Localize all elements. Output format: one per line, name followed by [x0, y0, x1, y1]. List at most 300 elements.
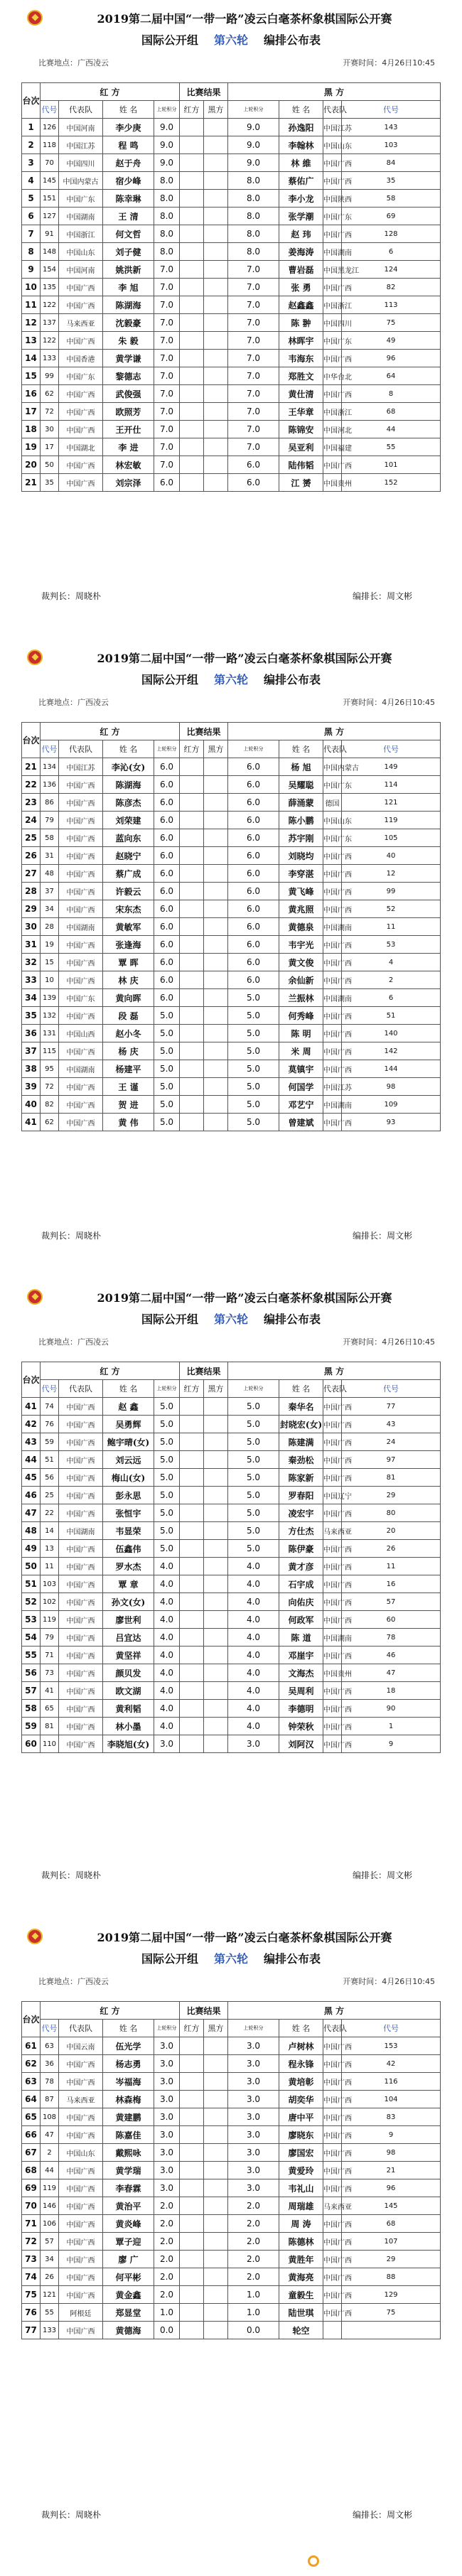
- table-row: [22, 2322, 441, 2339]
- black-name: 石宇成: [279, 1575, 323, 1593]
- table-row: [22, 438, 441, 456]
- red-result: [180, 367, 204, 385]
- black-code-header: 代号: [342, 740, 441, 758]
- table-row: [22, 332, 441, 350]
- red-prev-points: 7.0: [154, 456, 180, 474]
- table-row: [22, 883, 441, 900]
- black-code: 152: [342, 474, 441, 492]
- black-prev-points: 5.0: [228, 1451, 279, 1469]
- red-name: 姚洪新: [103, 261, 154, 279]
- black-prev-points: 6.0: [228, 936, 279, 954]
- red-team: 中国广西: [59, 1700, 103, 1718]
- red-team: 中国广西: [59, 1416, 103, 1433]
- black-name: 廖晓东: [279, 2126, 323, 2144]
- red-code: 55: [41, 2304, 59, 2322]
- black-result: [204, 190, 228, 208]
- black-prev-points: 7.0: [228, 403, 279, 421]
- red-side-header: 红 方: [41, 2002, 180, 2020]
- red-result: [180, 1540, 204, 1558]
- red-prev-points: 5.0: [154, 1487, 180, 1504]
- black-result: [204, 474, 228, 492]
- black-name: 林 維: [279, 154, 323, 172]
- black-name: 文海杰: [279, 1664, 323, 1682]
- black-prev-points: 3.0: [228, 2091, 279, 2108]
- black-name: 曾建斌: [279, 1114, 323, 1131]
- sheet-meta: [21, 1976, 441, 1990]
- red-name: 覃 晖: [103, 954, 154, 971]
- black-name: 秦劲松: [279, 1451, 323, 1469]
- seat-number: 52: [22, 1593, 41, 1611]
- black-team: 中国广西: [323, 1593, 342, 1611]
- red-code: 74: [41, 1398, 59, 1416]
- black-name: 轮空: [279, 2322, 323, 2339]
- red-team: 中国广西: [59, 1718, 103, 1735]
- black-code: 43: [342, 1416, 441, 1433]
- red-result: [180, 421, 204, 438]
- red-prev-points: 5.0: [154, 1025, 180, 1042]
- red-name: 李沁(女): [103, 758, 154, 776]
- black-team: 中国贵州: [323, 1664, 342, 1682]
- black-team: 中国广东: [323, 332, 342, 350]
- red-prev-points: 7.0: [154, 314, 180, 332]
- black-team: 中国广西: [323, 2144, 342, 2162]
- red-result: [180, 1416, 204, 1433]
- seat-number: 68: [22, 2162, 41, 2179]
- table-row: [22, 154, 441, 172]
- red-code: 106: [41, 2215, 59, 2233]
- event-title: 2019第二届中国“一带一路”凌云白毫茶杯象棋国际公开赛: [97, 652, 392, 665]
- table-row: [22, 2304, 441, 2322]
- black-result: [204, 2037, 228, 2055]
- red-team: 中国广东: [59, 989, 103, 1007]
- black-prev-points: 5.0: [228, 1469, 279, 1487]
- black-prev-points: 7.0: [228, 438, 279, 456]
- black-result: [204, 243, 228, 261]
- chief-arranger: 编排长：周文彬: [352, 591, 412, 601]
- event-title: 2019第二届中国“一带一路”凌云白毫茶杯象棋国际公开赛: [97, 12, 392, 26]
- round-label: 第六轮: [213, 673, 248, 686]
- black-prev-points: 2.0: [228, 2268, 279, 2286]
- black-prev-points: 7.0: [228, 332, 279, 350]
- red-result: [180, 279, 204, 296]
- seat-number: 42: [22, 1416, 41, 1433]
- red-score-header: 红方: [180, 1380, 204, 1398]
- table-row: [22, 1096, 441, 1114]
- black-result: [204, 865, 228, 883]
- table-row: [22, 829, 441, 847]
- black-code: 35: [342, 172, 441, 190]
- black-name: 黄飞峰: [279, 883, 323, 900]
- red-prev-points: 5.0: [154, 1078, 180, 1096]
- table-row: [22, 1504, 441, 1522]
- black-prev-header: 上轮积分: [228, 101, 279, 119]
- red-name: 刘云远: [103, 1451, 154, 1469]
- black-prev-points: 5.0: [228, 1522, 279, 1540]
- black-prev-points: 6.0: [228, 829, 279, 847]
- table-row: [22, 918, 441, 936]
- red-result: [180, 296, 204, 314]
- black-team: 中国山东: [323, 812, 342, 829]
- pairing-sheet: [7, 0, 455, 618]
- black-team: 中国广西: [323, 1042, 342, 1060]
- black-name: 周瑞雄: [279, 2197, 323, 2215]
- table-row: [22, 2197, 441, 2215]
- red-team: 中国广西: [59, 2322, 103, 2339]
- chief-referee: 裁判长：周晓朴: [41, 1231, 102, 1241]
- black-result: [204, 954, 228, 971]
- black-result: [204, 794, 228, 812]
- black-team: 中国广西: [323, 2126, 342, 2144]
- red-team: 中国广西: [59, 865, 103, 883]
- black-name: 陈小鹏: [279, 812, 323, 829]
- red-name: 李春霖: [103, 2179, 154, 2197]
- chief-referee: 裁判长：周晓朴: [41, 591, 102, 601]
- seat-number: 30: [22, 918, 41, 936]
- table-row: [22, 314, 441, 332]
- black-team: 中国广西: [323, 1558, 342, 1575]
- black-prev-points: 3.0: [228, 2108, 279, 2126]
- black-name: 孙逸阳: [279, 119, 323, 136]
- table-row: [22, 1433, 441, 1451]
- black-prev-points: 5.0: [228, 1007, 279, 1025]
- red-prev-points: 9.0: [154, 119, 180, 136]
- red-code: 99: [41, 367, 59, 385]
- red-name: 李 旭: [103, 279, 154, 296]
- black-prev-header: 上轮积分: [228, 740, 279, 758]
- black-code: 121: [342, 794, 441, 812]
- black-name: 黄德泉: [279, 918, 323, 936]
- red-team: 中国广西: [59, 1593, 103, 1611]
- black-team: 中国广西: [323, 2091, 342, 2108]
- black-result: [204, 758, 228, 776]
- red-result: [180, 794, 204, 812]
- black-prev-points: 7.0: [228, 367, 279, 385]
- sheet-meta: [21, 57, 441, 71]
- red-name: 彭永思: [103, 1487, 154, 1504]
- red-team: 中国河南: [59, 261, 103, 279]
- black-code: 113: [342, 296, 441, 314]
- black-team: 中国广西: [323, 1469, 342, 1487]
- black-result: [204, 1416, 228, 1433]
- seat-number: 21: [22, 474, 41, 492]
- red-name-header: 姓 名: [103, 2020, 154, 2037]
- table-row: [22, 2073, 441, 2091]
- sheet-footer: [21, 2501, 441, 2530]
- red-result: [180, 989, 204, 1007]
- red-prev-points: 9.0: [154, 154, 180, 172]
- black-team: 中国广西: [323, 1060, 342, 1078]
- black-team: 中国广西: [323, 2073, 342, 2091]
- black-code: 78: [342, 1629, 441, 1647]
- black-code: 96: [342, 2179, 441, 2197]
- red-name: 王 清: [103, 208, 154, 225]
- red-code: 50: [41, 456, 59, 474]
- red-team: 中国广西: [59, 2108, 103, 2126]
- black-code: 99: [342, 883, 441, 900]
- red-prev-points: 2.0: [154, 2233, 180, 2251]
- red-code: 48: [41, 865, 59, 883]
- red-code: 79: [41, 812, 59, 829]
- black-prev-points: 6.0: [228, 474, 279, 492]
- black-result: [204, 1718, 228, 1735]
- red-result: [180, 1469, 204, 1487]
- red-result: [180, 865, 204, 883]
- black-code: 53: [342, 936, 441, 954]
- seat-number: 14: [22, 350, 41, 367]
- black-name: 郑胜文: [279, 367, 323, 385]
- black-name: 黄才彦: [279, 1558, 323, 1575]
- black-prev-points: 4.0: [228, 1647, 279, 1664]
- red-name: 黄学瑞: [103, 2162, 154, 2179]
- black-result: [204, 1487, 228, 1504]
- black-team: 中国湖南: [323, 243, 342, 261]
- red-code: 81: [41, 1718, 59, 1735]
- red-code: 95: [41, 1060, 59, 1078]
- black-code: 101: [342, 456, 441, 474]
- black-name: 何秀峰: [279, 1007, 323, 1025]
- seat-number: 12: [22, 314, 41, 332]
- table-row: [22, 1114, 441, 1131]
- black-code: 57: [342, 1593, 441, 1611]
- black-code-header: 代号: [342, 2020, 441, 2037]
- red-result: [180, 1593, 204, 1611]
- table-row: [22, 1735, 441, 1753]
- black-team: 中国福建: [323, 438, 342, 456]
- black-prev-points: 6.0: [228, 971, 279, 989]
- black-result: [204, 2162, 228, 2179]
- red-name: 刘子健: [103, 243, 154, 261]
- black-prev-points: 7.0: [228, 421, 279, 438]
- table-row: [22, 2144, 441, 2162]
- red-result: [180, 776, 204, 794]
- black-result: [204, 332, 228, 350]
- red-name: 黄德海: [103, 2322, 154, 2339]
- seat-header: 台次: [22, 723, 41, 758]
- red-prev-points: 3.0: [154, 2162, 180, 2179]
- black-code: 55: [342, 438, 441, 456]
- red-code-header: 代号: [41, 2020, 59, 2037]
- red-code: 134: [41, 758, 59, 776]
- red-name: 陈彦杰: [103, 794, 154, 812]
- red-code: 131: [41, 1025, 59, 1042]
- seat-number: 19: [22, 438, 41, 456]
- black-prev-points: 8.0: [228, 225, 279, 243]
- black-result: [204, 2286, 228, 2304]
- black-code: 60: [342, 1611, 441, 1629]
- black-prev-points: 2.0: [228, 2215, 279, 2233]
- red-prev-points: 3.0: [154, 1735, 180, 1753]
- black-name-header: 姓 名: [279, 740, 323, 758]
- group-name: 国际公开组: [141, 1313, 198, 1326]
- black-code: 11: [342, 918, 441, 936]
- black-result: [204, 1558, 228, 1575]
- red-prev-points: 5.0: [154, 1096, 180, 1114]
- red-prev-points: 7.0: [154, 261, 180, 279]
- black-score-header: 黑方: [204, 2020, 228, 2037]
- black-result: [204, 1682, 228, 1700]
- red-prev-points: 3.0: [154, 2144, 180, 2162]
- black-result: [204, 367, 228, 385]
- red-code-header: 代号: [41, 101, 59, 119]
- group-name: 国际公开组: [141, 1952, 198, 1966]
- start-time-text: 开赛时间：4月26日10:45: [343, 1977, 435, 1986]
- black-code: 97: [342, 1451, 441, 1469]
- red-code: 126: [41, 119, 59, 136]
- black-prev-header: 上轮积分: [228, 1380, 279, 1398]
- red-name: 陈湖海: [103, 776, 154, 794]
- seat-number: 49: [22, 1540, 41, 1558]
- red-code: 121: [41, 2286, 59, 2304]
- black-team: 中国广西: [323, 279, 342, 296]
- red-code: 59: [41, 1433, 59, 1451]
- black-prev-points: 6.0: [228, 812, 279, 829]
- red-side-header: 红 方: [41, 1362, 180, 1380]
- red-team: 中国广西: [59, 2073, 103, 2091]
- black-code: 69: [342, 208, 441, 225]
- black-code: 21: [342, 2162, 441, 2179]
- round-label: 第六轮: [213, 33, 248, 47]
- red-team: 中国广西: [59, 776, 103, 794]
- seat-number: 1: [22, 119, 41, 136]
- black-side-header: 黑 方: [228, 723, 441, 740]
- red-result: [180, 403, 204, 421]
- black-result: [204, 403, 228, 421]
- black-team: 中国陕西: [323, 190, 342, 208]
- red-team: 中国湖南: [59, 1060, 103, 1078]
- black-prev-points: 5.0: [228, 1025, 279, 1042]
- seat-number: 44: [22, 1451, 41, 1469]
- red-team-header: 代表队: [59, 1380, 103, 1398]
- black-code: 42: [342, 2055, 441, 2073]
- sheet-header: [21, 7, 441, 82]
- black-result: [204, 2073, 228, 2091]
- red-result: [180, 758, 204, 776]
- black-code: 51: [342, 1007, 441, 1025]
- subheader-row: [22, 1380, 441, 1398]
- event-emblem-icon: [27, 10, 43, 26]
- red-prev-points: 5.0: [154, 1042, 180, 1060]
- black-code: 116: [342, 2073, 441, 2091]
- seat-number: 72: [22, 2233, 41, 2251]
- black-code: 16: [342, 1575, 441, 1593]
- black-team: 中国湖南: [323, 989, 342, 1007]
- black-name: 张 勇: [279, 279, 323, 296]
- seat-number: 71: [22, 2215, 41, 2233]
- black-name: 陈锦安: [279, 421, 323, 438]
- red-name: 段 磊: [103, 1007, 154, 1025]
- red-code: 34: [41, 900, 59, 918]
- table-row: [22, 1042, 441, 1060]
- red-name: 戴熙咏: [103, 2144, 154, 2162]
- black-name: 韦礼山: [279, 2179, 323, 2197]
- black-prev-points: 4.0: [228, 1593, 279, 1611]
- red-code: 148: [41, 243, 59, 261]
- seat-number: 41: [22, 1114, 41, 1131]
- black-team-header: 代表队: [323, 101, 342, 119]
- red-code: 70: [41, 154, 59, 172]
- black-result: [204, 971, 228, 989]
- black-name: 黄仕清: [279, 385, 323, 403]
- black-side-header: 黑 方: [228, 1362, 441, 1380]
- black-prev-points: 7.0: [228, 279, 279, 296]
- seat-number: 50: [22, 1558, 41, 1575]
- black-prev-points: 9.0: [228, 154, 279, 172]
- black-code: 29: [342, 2251, 441, 2268]
- header-row: [22, 83, 441, 101]
- black-code: 82: [342, 279, 441, 296]
- black-code: 140: [342, 1025, 441, 1042]
- red-name: 林森梅: [103, 2091, 154, 2108]
- black-name: 李穿湛: [279, 865, 323, 883]
- black-prev-points: 7.0: [228, 314, 279, 332]
- seat-number: 31: [22, 936, 41, 954]
- red-team: 中国广西: [59, 2055, 103, 2073]
- pairing-sheet: [7, 1919, 455, 2537]
- pairing-sheet: [7, 640, 455, 1258]
- seat-number: 4: [22, 172, 41, 190]
- seat-number: 59: [22, 1718, 41, 1735]
- black-result: [204, 1025, 228, 1042]
- seat-number: 39: [22, 1078, 41, 1096]
- red-result: [180, 1114, 204, 1131]
- black-team: 中国四川: [323, 314, 342, 332]
- table-row: [22, 2091, 441, 2108]
- black-prev-points: 6.0: [228, 794, 279, 812]
- black-code: 98: [342, 2144, 441, 2162]
- red-team: 中国山东: [59, 2144, 103, 2162]
- red-team: 中国广西: [59, 1096, 103, 1114]
- event-emblem-icon: [27, 1289, 43, 1305]
- black-code: 2: [342, 971, 441, 989]
- red-team: 中国湖南: [59, 918, 103, 936]
- black-name: 陆世琪: [279, 2304, 323, 2322]
- red-prev-points: 6.0: [154, 776, 180, 794]
- black-result: [204, 918, 228, 936]
- red-code: 41: [41, 1682, 59, 1700]
- red-team: 中国湖北: [59, 438, 103, 456]
- black-result: [204, 208, 228, 225]
- red-team: 中国山西: [59, 1025, 103, 1042]
- black-code: 75: [342, 314, 441, 332]
- red-name: 欧照芳: [103, 403, 154, 421]
- red-code: 87: [41, 2091, 59, 2108]
- red-result: [180, 1060, 204, 1078]
- black-name: 刘阿汉: [279, 1735, 323, 1753]
- black-code: 6: [342, 243, 441, 261]
- red-result: [180, 154, 204, 172]
- black-result: [204, 2179, 228, 2197]
- red-code: 154: [41, 261, 59, 279]
- red-prev-points: 3.0: [154, 2073, 180, 2091]
- black-code: 145: [342, 2197, 441, 2215]
- chief-referee: 裁判长：周晓朴: [41, 2510, 102, 2520]
- black-name: 李德明: [279, 1700, 323, 1718]
- black-prev-points: 5.0: [228, 1096, 279, 1114]
- seat-number: 48: [22, 1522, 41, 1540]
- sheet-header: [21, 1286, 441, 1362]
- result-header: 比赛结果: [180, 83, 228, 101]
- black-result: [204, 2055, 228, 2073]
- black-code: 98: [342, 1078, 441, 1096]
- red-team: 中国广西: [59, 2251, 103, 2268]
- seat-number: 47: [22, 1504, 41, 1522]
- red-prev-points: 3.0: [154, 2091, 180, 2108]
- black-team: 中国广西: [323, 1647, 342, 1664]
- black-code: 128: [342, 225, 441, 243]
- black-result: [204, 1700, 228, 1718]
- black-team: 中国贵州: [323, 474, 342, 492]
- table-row: [22, 1718, 441, 1735]
